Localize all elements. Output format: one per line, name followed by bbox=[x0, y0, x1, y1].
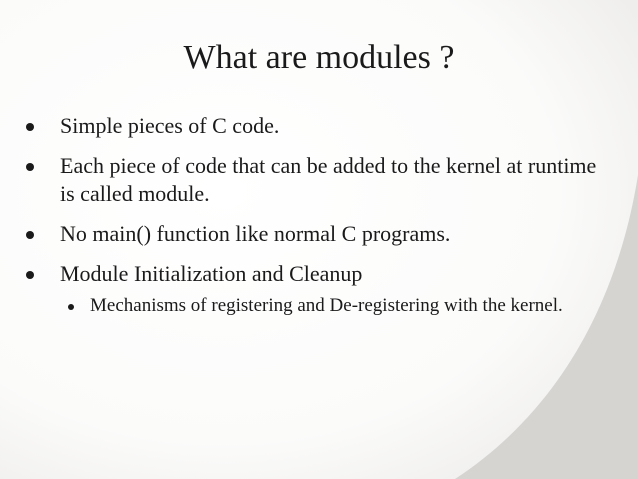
sub-bullet-item bbox=[60, 294, 612, 318]
bullet-dot-icon bbox=[26, 163, 34, 171]
bullet-text: Module Initialization and Cleanup bbox=[60, 261, 363, 286]
sub-bullet-text: Mechanisms of registering and De-registering with the kernel. bbox=[90, 295, 563, 316]
sub-bullet-list bbox=[60, 294, 612, 318]
bullet-text: Each piece of code that can be added to the kernel at runtime is called module. bbox=[60, 153, 597, 206]
bullet-item bbox=[22, 220, 612, 248]
bullet-text: Simple pieces of C code. bbox=[60, 113, 280, 138]
bullet-item bbox=[22, 260, 612, 318]
bullet-text: No main() function like normal C programs. bbox=[60, 221, 451, 246]
bullet-item bbox=[22, 112, 612, 140]
bullet-dot-icon bbox=[26, 231, 34, 239]
bullet-item bbox=[22, 152, 612, 208]
bullet-list bbox=[22, 112, 612, 330]
sub-bullet-dot-icon bbox=[68, 304, 74, 310]
bullet-dot-icon bbox=[26, 123, 34, 131]
bullet-dot-icon bbox=[26, 271, 34, 279]
slide-title: What are modules ? bbox=[183, 39, 455, 76]
